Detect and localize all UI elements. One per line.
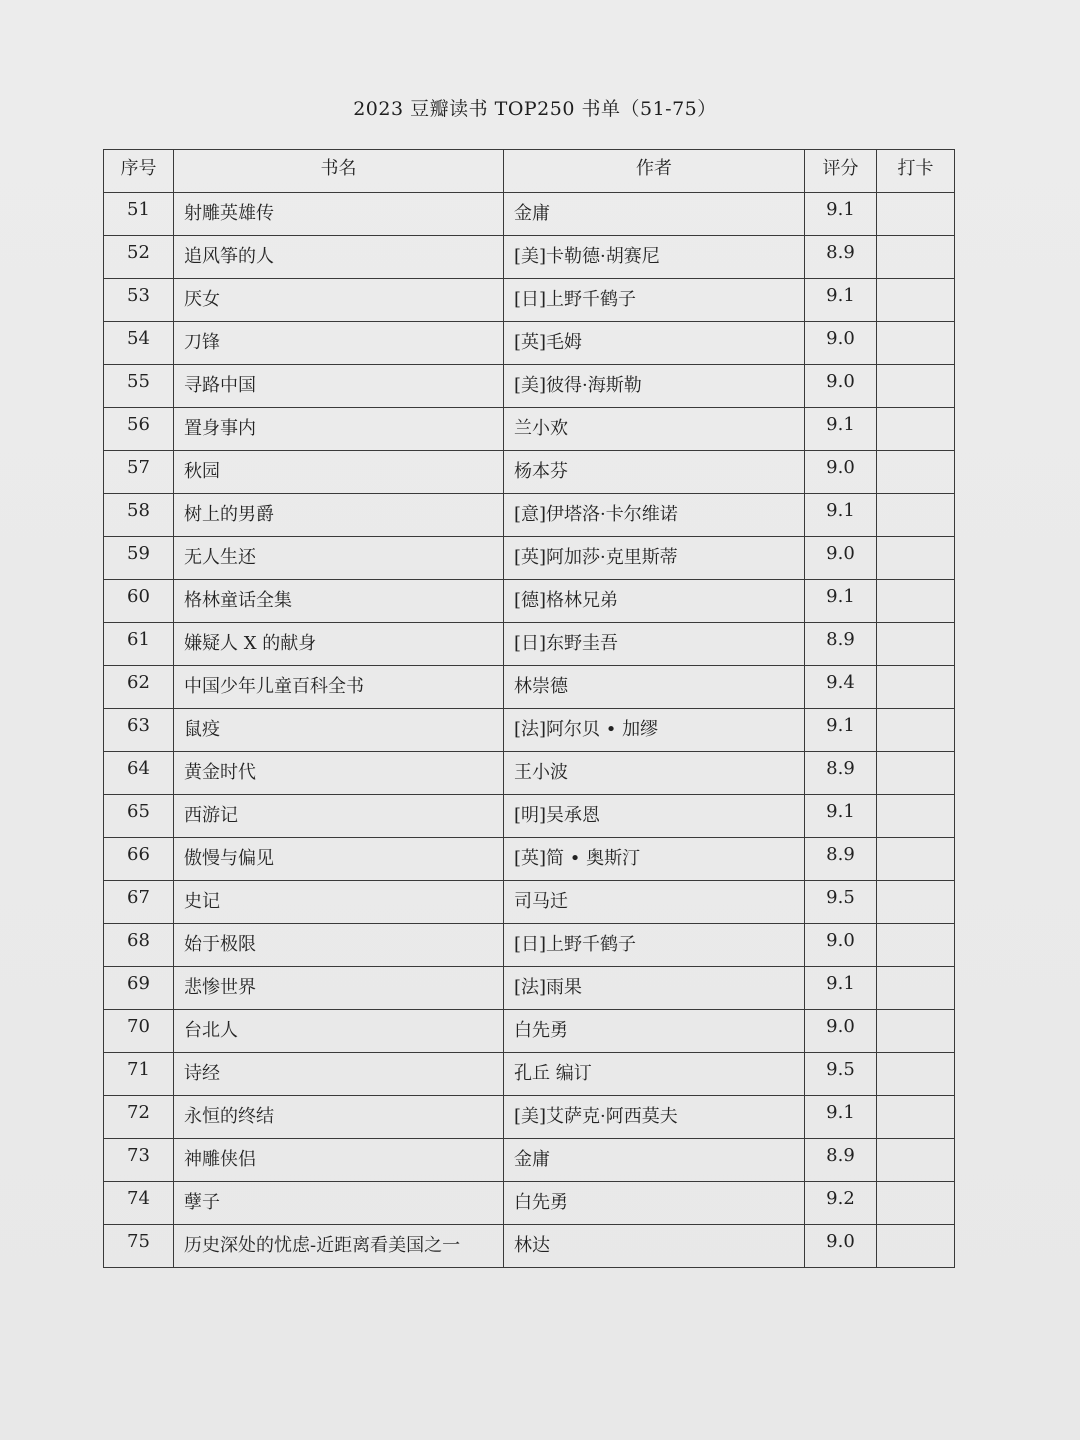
check-box-cell[interactable] [877,752,955,795]
book-rating: 9.0 [805,1225,877,1268]
book-rating: 9.1 [805,408,877,451]
book-rating: 9.1 [805,279,877,322]
check-box-cell[interactable] [877,838,955,881]
table-row [104,752,955,795]
book-title: 孽子 [174,1182,504,1225]
book-author: 林达 [504,1225,805,1268]
check-box-cell[interactable] [877,494,955,537]
book-title: 追风筝的人 [174,236,504,279]
check-box-cell[interactable] [877,1139,955,1182]
book-rating: 9.0 [805,365,877,408]
book-title: 黄金时代 [174,752,504,795]
book-author: 司马迁 [504,881,805,924]
book-author: 金庸 [504,193,805,236]
book-author: [英]阿加莎·克里斯蒂 [504,537,805,580]
header-author: 作者 [504,150,805,193]
book-rating: 9.0 [805,1010,877,1053]
check-box-cell[interactable] [877,1225,955,1268]
check-box-cell[interactable] [877,967,955,1010]
row-number: 71 [104,1053,174,1096]
book-rating: 9.1 [805,709,877,752]
book-rating: 9.1 [805,967,877,1010]
table-row [104,1053,955,1096]
check-box-cell[interactable] [877,193,955,236]
row-number: 75 [104,1225,174,1268]
book-author: [日]上野千鹤子 [504,924,805,967]
row-number: 70 [104,1010,174,1053]
row-number: 74 [104,1182,174,1225]
table-row [104,666,955,709]
check-box-cell[interactable] [877,580,955,623]
book-title: 西游记 [174,795,504,838]
book-rating: 9.0 [805,537,877,580]
book-rating: 8.9 [805,623,877,666]
book-rating: 9.1 [805,494,877,537]
table-row [104,322,955,365]
book-rating: 9.4 [805,666,877,709]
table-row [104,193,955,236]
book-title: 刀锋 [174,322,504,365]
header-no: 序号 [104,150,174,193]
row-number: 56 [104,408,174,451]
book-title: 嫌疑人 X 的献身 [174,623,504,666]
book-author: [美]艾萨克·阿西莫夫 [504,1096,805,1139]
check-box-cell[interactable] [877,795,955,838]
book-author: [美]卡勒德·胡赛尼 [504,236,805,279]
book-rating: 8.9 [805,1139,877,1182]
check-box-cell[interactable] [877,451,955,494]
check-box-cell[interactable] [877,408,955,451]
book-rating: 8.9 [805,236,877,279]
check-box-cell[interactable] [877,1096,955,1139]
book-title: 格林童话全集 [174,580,504,623]
book-list-table [103,149,955,1268]
check-box-cell[interactable] [877,709,955,752]
table-row [104,494,955,537]
book-title: 置身事内 [174,408,504,451]
book-author: 王小波 [504,752,805,795]
check-box-cell[interactable] [877,279,955,322]
book-title: 树上的男爵 [174,494,504,537]
row-number: 64 [104,752,174,795]
table-header-row [104,150,955,193]
row-number: 63 [104,709,174,752]
check-box-cell[interactable] [877,236,955,279]
book-author: 金庸 [504,1139,805,1182]
book-author: 林崇德 [504,666,805,709]
row-number: 68 [104,924,174,967]
book-title: 射雕英雄传 [174,193,504,236]
row-number: 58 [104,494,174,537]
table-row [104,623,955,666]
table-row [104,881,955,924]
book-rating: 9.5 [805,881,877,924]
book-author: [法]阿尔贝 • 加缪 [504,709,805,752]
row-number: 69 [104,967,174,1010]
table-row [104,1182,955,1225]
table-row [104,537,955,580]
book-rating: 9.1 [805,193,877,236]
table-row [104,451,955,494]
row-number: 59 [104,537,174,580]
book-title: 无人生还 [174,537,504,580]
book-rating: 9.5 [805,1053,877,1096]
check-box-cell[interactable] [877,881,955,924]
row-number: 51 [104,193,174,236]
check-box-cell[interactable] [877,1053,955,1096]
check-box-cell[interactable] [877,1182,955,1225]
book-author: [英]毛姆 [504,322,805,365]
row-number: 60 [104,580,174,623]
table-row [104,709,955,752]
book-rating: 9.0 [805,451,877,494]
table-row [104,580,955,623]
book-title: 厌女 [174,279,504,322]
book-title: 永恒的终结 [174,1096,504,1139]
book-rating: 9.2 [805,1182,877,1225]
book-author: [英]简 • 奥斯汀 [504,838,805,881]
book-author: 孔丘 编订 [504,1053,805,1096]
book-title: 诗经 [174,1053,504,1096]
book-rating: 9.0 [805,924,877,967]
book-title: 中国少年儿童百科全书 [174,666,504,709]
book-title: 历史深处的忧虑-近距离看美国之一 [174,1225,504,1268]
book-author: 杨本芬 [504,451,805,494]
table-row [104,1225,955,1268]
book-rating: 8.9 [805,752,877,795]
book-title: 寻路中国 [174,365,504,408]
header-title: 书名 [174,150,504,193]
row-number: 62 [104,666,174,709]
book-title: 秋园 [174,451,504,494]
book-author: 兰小欢 [504,408,805,451]
row-number: 67 [104,881,174,924]
table-row [104,1096,955,1139]
check-box-cell[interactable] [877,924,955,967]
header-rating: 评分 [805,150,877,193]
book-title: 史记 [174,881,504,924]
check-box-cell[interactable] [877,623,955,666]
book-title: 神雕侠侣 [174,1139,504,1182]
page-title: 2023 豆瓣读书 TOP250 书单（51-75） [353,98,717,120]
book-title: 悲惨世界 [174,967,504,1010]
table-body [104,193,955,1268]
check-box-cell[interactable] [877,1010,955,1053]
book-rating: 9.0 [805,322,877,365]
table-row [104,365,955,408]
row-number: 65 [104,795,174,838]
table-row [104,236,955,279]
row-number: 55 [104,365,174,408]
table-row [104,279,955,322]
table-row [104,1010,955,1053]
book-title: 始于极限 [174,924,504,967]
book-rating: 9.1 [805,795,877,838]
book-author: [意]伊塔洛·卡尔维诺 [504,494,805,537]
book-title: 鼠疫 [174,709,504,752]
table-row [104,924,955,967]
table-row [104,838,955,881]
row-number: 66 [104,838,174,881]
book-rating: 9.1 [805,1096,877,1139]
row-number: 57 [104,451,174,494]
check-box-cell[interactable] [877,666,955,709]
row-number: 53 [104,279,174,322]
check-box-cell[interactable] [877,537,955,580]
book-author: [明]吴承恩 [504,795,805,838]
row-number: 73 [104,1139,174,1182]
book-title: 傲慢与偏见 [174,838,504,881]
book-author: 白先勇 [504,1010,805,1053]
check-box-cell[interactable] [877,365,955,408]
table-row [104,408,955,451]
check-box-cell[interactable] [877,322,955,365]
book-author: [美]彼得·海斯勒 [504,365,805,408]
book-rating: 8.9 [805,838,877,881]
header-check: 打卡 [877,150,955,193]
book-author: 白先勇 [504,1182,805,1225]
row-number: 72 [104,1096,174,1139]
book-title: 台北人 [174,1010,504,1053]
table-row [104,1139,955,1182]
book-author: [日]东野圭吾 [504,623,805,666]
book-author: [日]上野千鹤子 [504,279,805,322]
book-author: [法]雨果 [504,967,805,1010]
table-row [104,967,955,1010]
row-number: 54 [104,322,174,365]
row-number: 61 [104,623,174,666]
book-author: [德]格林兄弟 [504,580,805,623]
row-number: 52 [104,236,174,279]
table-row [104,795,955,838]
book-rating: 9.1 [805,580,877,623]
